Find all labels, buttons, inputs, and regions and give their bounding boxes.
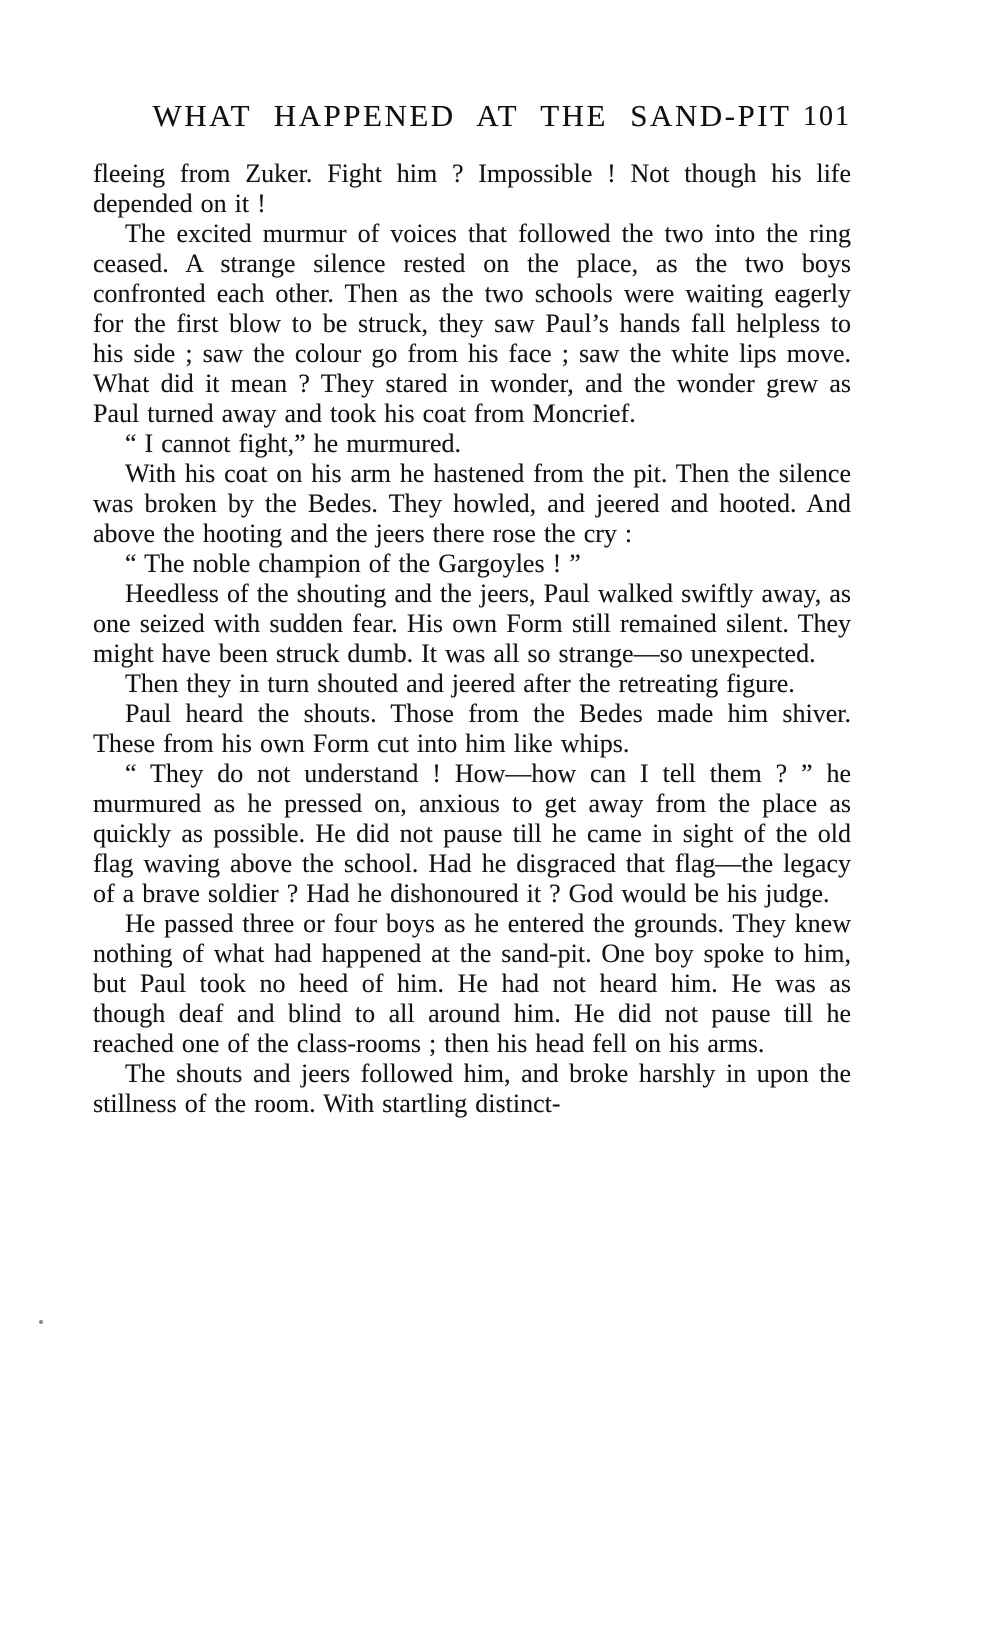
paragraph-11: The shouts and jeers followed him, and broke harshly in upon the stillness of the room. With startling distinct- [93, 1059, 851, 1118]
paragraph-6: Heedless of the shouting and the jeers, Paul walked swiftly away, as one seized with sudden fear. His own Form still remained silent. They might have been struck dumb. It was all so strange—so unexpected. [93, 579, 851, 668]
paragraph-9: “ They do not understand ! How—how can I tell them ? ” he murmured as he pressed on, anxious to get away from the place as quickly as possible. He did not pause till he came in sight of the old flag waving above the school. Had he disgraced that flag—the legacy of a brave soldier ? Had he dishonoured it ? God would be his judge. [93, 759, 851, 908]
running-head [93, 97, 851, 139]
paragraph-1: fleeing from Zuker. Fight him ? Impossible ! Not though his life depended on it ! [93, 159, 851, 218]
paragraph-2: The excited murmur of voices that followed the two into the ring ceased. A strange silence rested on the place, as the two boys confronted each other. Then as the two schools were waiting eagerly for the first blow to be struck, they saw Paul’s hands fall helpless to his side ; saw the colour go from his face ; saw the white lips move. What did it mean ? They stared in wonder, and the wonder grew as Paul turned away and took his coat from Moncrief. [93, 219, 851, 428]
paragraph-7: Then they in turn shouted and jeered after the retreating figure. [125, 669, 795, 698]
paragraph-5: “ The noble champion of the Gargoyles ! ” [125, 549, 581, 578]
page-body [93, 159, 851, 1119]
page-number: 101 [803, 101, 851, 132]
paragraph-3: “ I cannot fight,” he murmured. [125, 429, 461, 458]
chapter-title: WHAT HAPPENED AT THE SAND-PIT [152, 98, 792, 133]
paragraph-10: He passed three or four boys as he entered the grounds. They knew nothing of what had happened at the sand-pit. One boy spoke to him, but Paul took no heed of him. He had not heard him. He was as though deaf and blind to all around him. He did not pause till he reached one of the class-rooms ; then his head fell on his arms. [93, 909, 851, 1058]
paragraph-4: With his coat on his arm he hastened from the pit. Then the silence was broken by the Bedes. They howled, and jeered and hooted. And above the hooting and the jeers there rose the cry : [93, 459, 851, 548]
ink-speck [39, 1320, 43, 1324]
paragraph-8: Paul heard the shouts. Those from the Bedes made him shiver. These from his own Form cut into him like whips. [93, 699, 851, 758]
